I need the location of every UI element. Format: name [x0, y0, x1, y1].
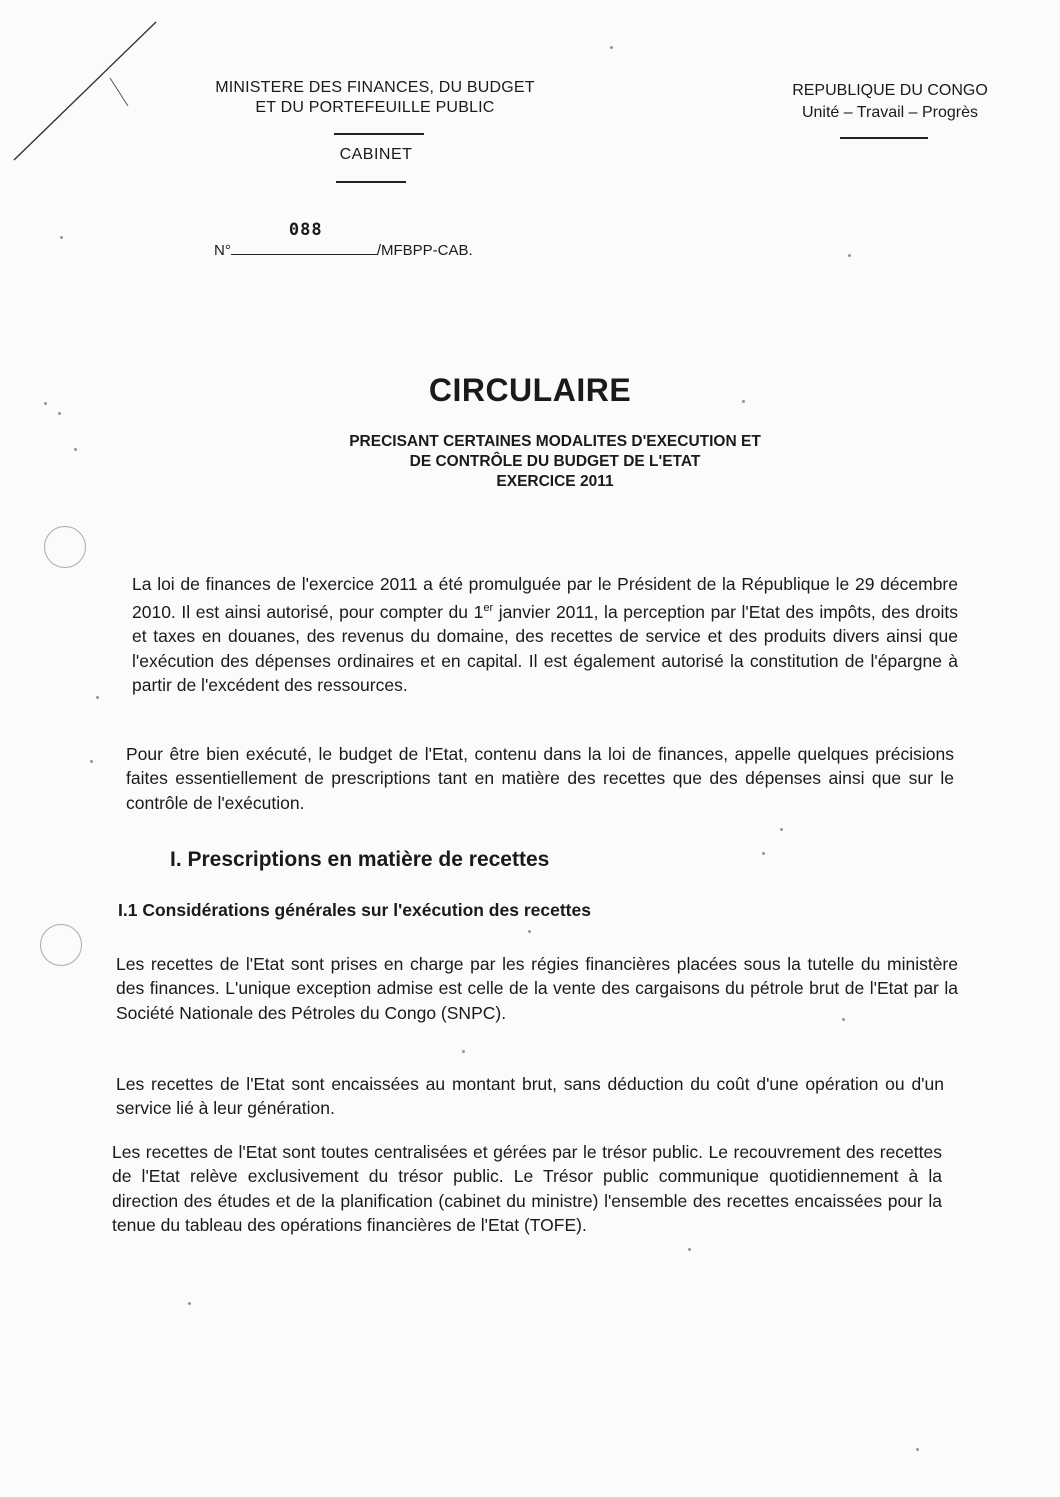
subsection-heading: I.1 Considérations générales sur l'exécution des recettes	[118, 900, 591, 920]
header-rule	[334, 133, 424, 135]
scan-speck	[60, 236, 63, 239]
subtitle-line-1: PRECISANT CERTAINES MODALITES D'EXECUTION ET	[349, 433, 761, 450]
reference-blank	[231, 220, 377, 255]
document-subtitle	[230, 432, 880, 492]
intro-paragraph-1-a: La loi de finances de l'exercice 2011 a été promulguée par le Président de la République le 29 décembre 2010. Il est ainsi autorisé, pour compter du 1	[132, 574, 958, 623]
intro-paragraph-1	[132, 572, 958, 697]
scan-speck	[610, 46, 613, 49]
scan-stroke-mark	[10, 18, 160, 168]
scan-speck	[688, 1248, 691, 1251]
header-rule	[840, 137, 928, 139]
subtitle-line-3: EXERCICE 2011	[496, 473, 614, 490]
ministry-line-1: MINISTERE DES FINANCES, DU BUDGET	[215, 79, 535, 96]
scan-speck	[528, 930, 531, 933]
ordinal-superscript: er	[483, 602, 494, 615]
republic-motto: Unité – Travail – Progrès	[801, 104, 979, 121]
reference-suffix: /MFBPP-CAB.	[376, 242, 473, 259]
subtitle-line-2: DE CONTRÔLE DU BUDGET DE L'ETAT	[409, 453, 701, 470]
reference-number	[214, 220, 473, 259]
reference-number-value: 088	[288, 220, 323, 240]
intro-paragraph-1-b: janvier 2011, la perception par l'Etat des impôts, des droits et taxes en douanes, des revenus du domaine, des recettes de service et des produits divers ainsi que l'exécution des dépenses ordinaires et en capital. Il est également autorisé la constitution de l'épargne à partir de l'excédent des ressources.	[132, 602, 958, 696]
section-heading: I. Prescriptions en matière de recettes	[170, 848, 550, 871]
section-paragraph-1: Les recettes de l'Etat sont prises en charge par les régies financières placées sous la tutelle du ministère des finances. L'unique exception admise est celle de la vente des cargaisons du pétrole brut de l'Etat par la Société Nationale des Pétroles du Congo (SNPC).	[116, 954, 958, 1023]
punch-hole-mark	[44, 526, 86, 568]
ministry-header	[150, 78, 600, 118]
scan-speck	[188, 1302, 191, 1305]
section-paragraph-2: Les recettes de l'Etat sont encaissées au montant brut, sans déduction du coût d'une opération ou d'un service lié à leur génération.	[116, 1074, 944, 1119]
scan-speck	[916, 1448, 919, 1451]
scan-speck	[762, 852, 765, 855]
document-title: CIRCULAIRE	[428, 372, 632, 408]
scan-speck	[44, 402, 47, 405]
scan-speck	[96, 696, 99, 699]
ministry-line-2: ET DU PORTEFEUILLE PUBLIC	[255, 99, 495, 116]
cabinet-label: CABINET	[339, 146, 413, 163]
scan-speck	[462, 1050, 465, 1053]
republic-name: REPUBLIQUE DU CONGO	[792, 82, 988, 99]
scan-speck	[58, 412, 61, 415]
scan-speck	[848, 254, 851, 257]
header-rule	[336, 181, 406, 183]
scan-speck	[780, 828, 783, 831]
punch-hole-mark	[40, 924, 82, 966]
intro-paragraph-2: Pour être bien exécuté, le budget de l'Etat, contenu dans la loi de finances, appelle quelques précisions faites essentiellement de prescriptions tant en matière des recettes que des dépenses ainsi que sur le contrôle de l'exécution.	[126, 744, 954, 813]
scan-speck	[90, 760, 93, 763]
republic-header	[760, 80, 1020, 124]
scan-speck	[74, 448, 77, 451]
reference-prefix: N°	[214, 242, 231, 259]
section-paragraph-3: Les recettes de l'Etat sont toutes centralisées et gérées par le trésor public. Le recouvrement des recettes de l'Etat relève exclusivement du trésor public. Le Trésor public communique quotidiennement à la direction des études et de la planification (cabinet du ministre) l'ensemble des recettes encaissées pour la tenue du tableau des opérations financières de l'Etat (TOFE).	[112, 1142, 942, 1235]
